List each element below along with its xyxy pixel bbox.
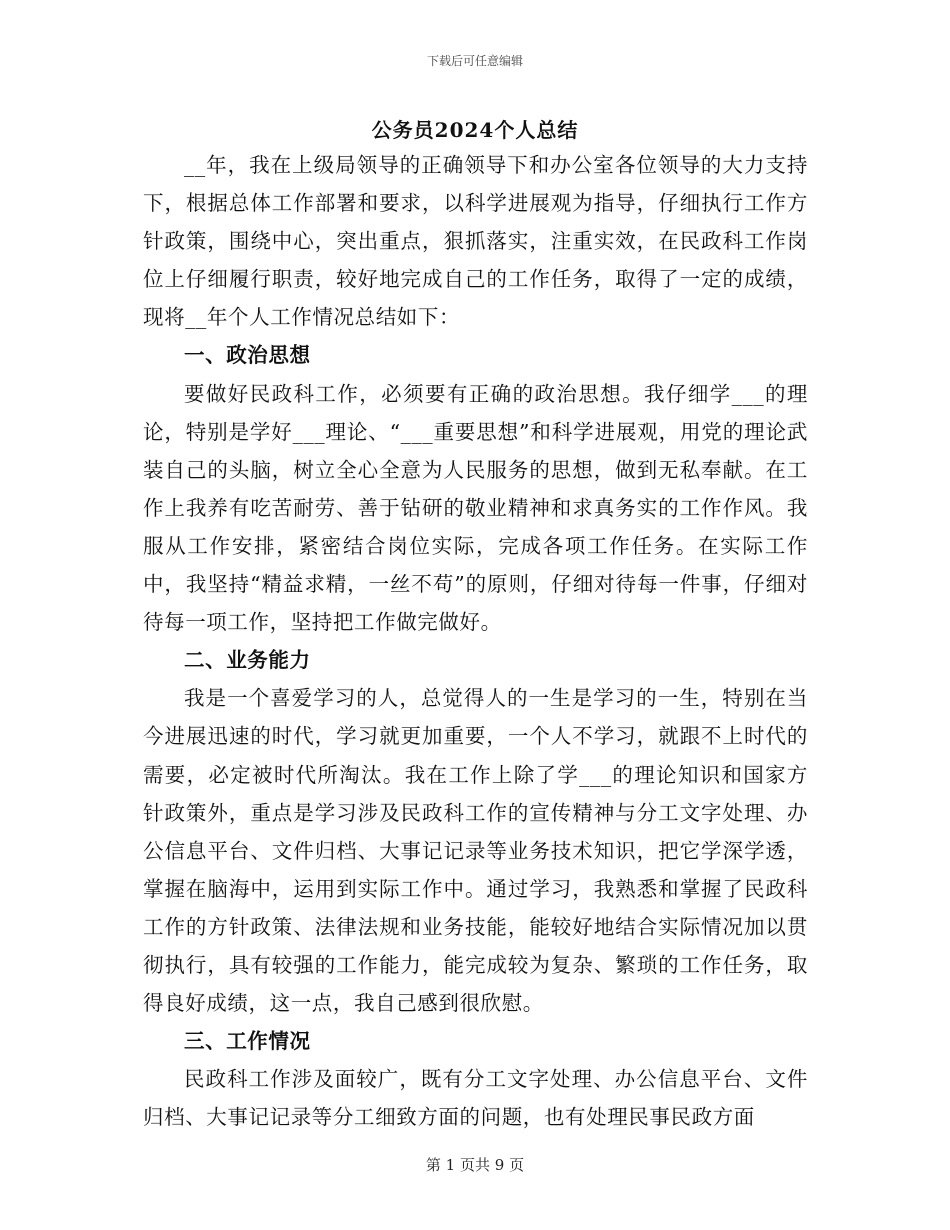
document-body xyxy=(143,146,808,1136)
section-paragraph-work: 民政科工作涉及面较广，既有分工文字处理、办公信息平台、文件归档、大事记记录等分工细致方面的问题，也有处理民事民政方面 xyxy=(143,1067,808,1130)
section-paragraph-political: 要做好民政科工作，必须要有正确的政治思想。我仔细学___的理论，特别是学好___理论、“___重要思想”和科学进展观，用党的理论武装自己的头脑，树立全心全意为人民服务的思想，做到无私奉献。在工作上我养有吃苦耐劳、善于钻研的敬业精神和求真务实的工作作风。我服从工作安排，紧密结合岗位实际，完成各项工作任务。在实际工作中，我坚持“精益求精，一丝不苟”的原则，仔细对待每一件事，仔细对待每一项工作，坚持把工作做完做好。 xyxy=(143,381,808,635)
document-title: 公务员2024个人总结 xyxy=(371,118,579,142)
section-heading-political: 一、政治思想 xyxy=(184,343,311,368)
intro-paragraph: __年，我在上级局领导的正确领导下和办公室各位领导的大力支持下，根据总体工作部署和要求，以科学进展观为指导，仔细执行工作方针政策，围绕中心，突出重点，狠抓落实，注重实效，在民政科工作岗位上仔细履行职责，较好地完成自己的工作任务，取得了一定的成绩，现将__年个人工作情况总结如下： xyxy=(143,153,808,330)
section-heading-ability: 二、业务能力 xyxy=(184,648,311,673)
section-heading-work: 三、工作情况 xyxy=(184,1029,311,1054)
header-note: 下载后可任意编辑 xyxy=(426,54,523,68)
page-indicator: 第 1 页共 9 页 xyxy=(425,1156,525,1174)
section-paragraph-ability: 我是一个喜爱学习的人，总觉得人的一生是学习的一生，特别在当今进展迅速的时代，学习就更加重要，一个人不学习，就跟不上时代的需要，必定被时代所淘汰。我在工作上除了学___的理论知识和国家方针政策外，重点是学习涉及民政科工作的宣传精神与分工文字处理、办公信息平台、文件归档、大事记记录等业务技术知识，把它学深学透，掌握在脑海中，运用到实际工作中。通过学习，我熟悉和掌握了民政科工作的方针政策、法律法规和业务技能，能较好地结合实际情况加以贯彻执行，具有较强的工作能力，能完成较为复杂、繁琐的工作任务，取得良好成绩，这一点，我自己感到很欣慰。 xyxy=(143,686,808,1016)
